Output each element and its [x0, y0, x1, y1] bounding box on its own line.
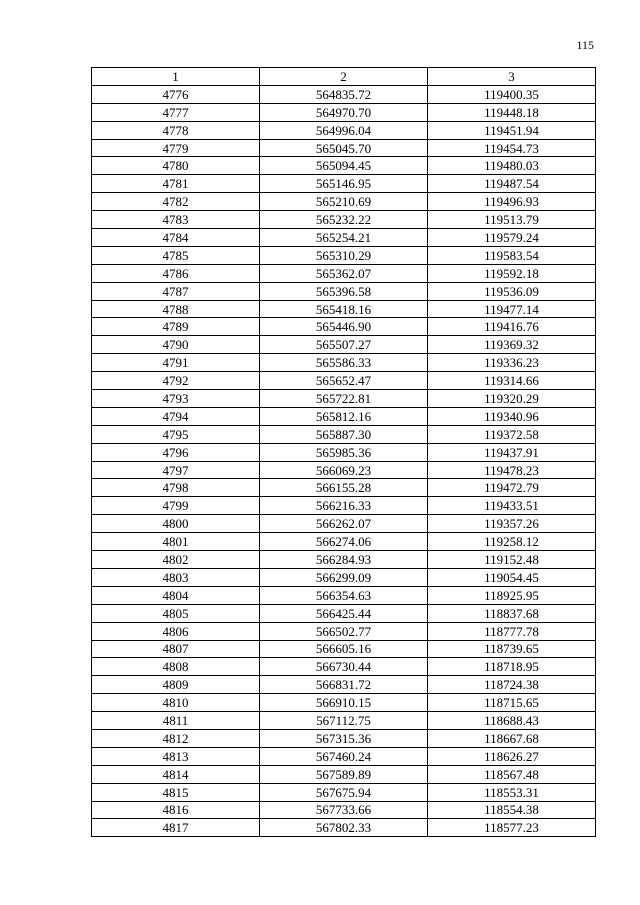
column-header-2: 2 [260, 68, 428, 86]
x-coordinate-cell: 566262.07 [260, 515, 428, 533]
table-row [92, 604, 596, 622]
x-coordinate-cell: 564970.70 [260, 103, 428, 121]
x-coordinate-cell: 565254.21 [260, 229, 428, 247]
point-number-cell: 4783 [92, 211, 260, 229]
table-row [92, 390, 596, 408]
x-coordinate-cell: 565586.33 [260, 354, 428, 372]
y-coordinate-cell: 119314.66 [428, 372, 596, 390]
x-coordinate-cell: 566831.72 [260, 676, 428, 694]
y-coordinate-cell: 119454.73 [428, 139, 596, 157]
y-coordinate-cell: 118724.38 [428, 676, 596, 694]
y-coordinate-cell: 119152.48 [428, 551, 596, 569]
x-coordinate-cell: 565812.16 [260, 407, 428, 425]
y-coordinate-cell: 119448.18 [428, 103, 596, 121]
y-coordinate-cell: 119451.94 [428, 121, 596, 139]
y-coordinate-cell: 119592.18 [428, 264, 596, 282]
table-row [92, 282, 596, 300]
table-row [92, 765, 596, 783]
y-coordinate-cell: 119477.14 [428, 300, 596, 318]
x-coordinate-cell: 565507.27 [260, 336, 428, 354]
x-coordinate-cell: 565418.16 [260, 300, 428, 318]
table-row [92, 407, 596, 425]
table-row [92, 586, 596, 604]
point-number-cell: 4790 [92, 336, 260, 354]
y-coordinate-cell: 118577.23 [428, 819, 596, 837]
x-coordinate-cell: 566216.33 [260, 497, 428, 515]
point-number-cell: 4793 [92, 390, 260, 408]
table-row [92, 354, 596, 372]
point-number-cell: 4795 [92, 425, 260, 443]
table-row [92, 747, 596, 765]
column-header-1: 1 [92, 68, 260, 86]
point-number-cell: 4812 [92, 729, 260, 747]
y-coordinate-cell: 118667.68 [428, 729, 596, 747]
x-coordinate-cell: 567802.33 [260, 819, 428, 837]
x-coordinate-cell: 566299.09 [260, 568, 428, 586]
y-coordinate-cell: 119336.23 [428, 354, 596, 372]
y-coordinate-cell: 119496.93 [428, 193, 596, 211]
table-row [92, 622, 596, 640]
table-row [92, 551, 596, 569]
point-number-cell: 4810 [92, 694, 260, 712]
point-number-cell: 4798 [92, 479, 260, 497]
page-number: 115 [576, 38, 594, 52]
x-coordinate-cell: 564996.04 [260, 121, 428, 139]
x-coordinate-cell: 565652.47 [260, 372, 428, 390]
point-number-cell: 4809 [92, 676, 260, 694]
point-number-cell: 4817 [92, 819, 260, 837]
point-number-cell: 4786 [92, 264, 260, 282]
y-coordinate-cell: 119478.23 [428, 461, 596, 479]
table-row [92, 729, 596, 747]
table-row [92, 85, 596, 103]
y-coordinate-cell: 119487.54 [428, 175, 596, 193]
table-row [92, 246, 596, 264]
y-coordinate-cell: 119369.32 [428, 336, 596, 354]
point-number-cell: 4779 [92, 139, 260, 157]
y-coordinate-cell: 119480.03 [428, 157, 596, 175]
x-coordinate-cell: 564835.72 [260, 85, 428, 103]
y-coordinate-cell: 118567.48 [428, 765, 596, 783]
x-coordinate-cell: 566425.44 [260, 604, 428, 622]
x-coordinate-cell: 567112.75 [260, 712, 428, 730]
x-coordinate-cell: 566910.15 [260, 694, 428, 712]
y-coordinate-cell: 118925.95 [428, 586, 596, 604]
y-coordinate-cell: 118688.43 [428, 712, 596, 730]
y-coordinate-cell: 119372.58 [428, 425, 596, 443]
table-row [92, 139, 596, 157]
table-row [92, 694, 596, 712]
point-number-cell: 4778 [92, 121, 260, 139]
x-coordinate-cell: 566502.77 [260, 622, 428, 640]
table-row [92, 819, 596, 837]
x-coordinate-cell: 567589.89 [260, 765, 428, 783]
table-body [92, 85, 596, 836]
table-row [92, 801, 596, 819]
point-number-cell: 4805 [92, 604, 260, 622]
y-coordinate-cell: 118739.65 [428, 640, 596, 658]
x-coordinate-cell: 565094.45 [260, 157, 428, 175]
y-coordinate-cell: 119258.12 [428, 533, 596, 551]
table-row [92, 461, 596, 479]
y-coordinate-cell: 119320.29 [428, 390, 596, 408]
x-coordinate-cell: 566354.63 [260, 586, 428, 604]
table-row [92, 479, 596, 497]
table-row [92, 336, 596, 354]
table-header-row [92, 68, 596, 86]
table-row [92, 175, 596, 193]
x-coordinate-cell: 567733.66 [260, 801, 428, 819]
point-number-cell: 4777 [92, 103, 260, 121]
table-row [92, 783, 596, 801]
table-row [92, 658, 596, 676]
point-number-cell: 4800 [92, 515, 260, 533]
y-coordinate-cell: 118777.78 [428, 622, 596, 640]
x-coordinate-cell: 566605.16 [260, 640, 428, 658]
y-coordinate-cell: 119579.24 [428, 229, 596, 247]
table-row [92, 211, 596, 229]
x-coordinate-cell: 566284.93 [260, 551, 428, 569]
x-coordinate-cell: 567315.36 [260, 729, 428, 747]
x-coordinate-cell: 565045.70 [260, 139, 428, 157]
point-number-cell: 4797 [92, 461, 260, 479]
x-coordinate-cell: 566155.28 [260, 479, 428, 497]
x-coordinate-cell: 565722.81 [260, 390, 428, 408]
table-row [92, 533, 596, 551]
x-coordinate-cell: 565362.07 [260, 264, 428, 282]
x-coordinate-cell: 565232.22 [260, 211, 428, 229]
table-row [92, 640, 596, 658]
y-coordinate-cell: 119416.76 [428, 318, 596, 336]
point-number-cell: 4785 [92, 246, 260, 264]
point-number-cell: 4780 [92, 157, 260, 175]
point-number-cell: 4802 [92, 551, 260, 569]
point-number-cell: 4788 [92, 300, 260, 318]
x-coordinate-cell: 565396.58 [260, 282, 428, 300]
point-number-cell: 4784 [92, 229, 260, 247]
table-row [92, 300, 596, 318]
point-number-cell: 4794 [92, 407, 260, 425]
x-coordinate-cell: 565887.30 [260, 425, 428, 443]
x-coordinate-cell: 565210.69 [260, 193, 428, 211]
table-row [92, 264, 596, 282]
x-coordinate-cell: 565446.90 [260, 318, 428, 336]
point-number-cell: 4789 [92, 318, 260, 336]
table-row [92, 676, 596, 694]
point-number-cell: 4803 [92, 568, 260, 586]
x-coordinate-cell: 567675.94 [260, 783, 428, 801]
table-row [92, 157, 596, 175]
table-row [92, 712, 596, 730]
point-number-cell: 4807 [92, 640, 260, 658]
y-coordinate-cell: 119357.26 [428, 515, 596, 533]
point-number-cell: 4801 [92, 533, 260, 551]
point-number-cell: 4799 [92, 497, 260, 515]
coordinates-table [91, 67, 596, 837]
x-coordinate-cell: 566069.23 [260, 461, 428, 479]
x-coordinate-cell: 567460.24 [260, 747, 428, 765]
y-coordinate-cell: 119583.54 [428, 246, 596, 264]
point-number-cell: 4815 [92, 783, 260, 801]
point-number-cell: 4813 [92, 747, 260, 765]
y-coordinate-cell: 118553.31 [428, 783, 596, 801]
table-row [92, 425, 596, 443]
table-row [92, 318, 596, 336]
y-coordinate-cell: 118837.68 [428, 604, 596, 622]
y-coordinate-cell: 118626.27 [428, 747, 596, 765]
y-coordinate-cell: 119472.79 [428, 479, 596, 497]
x-coordinate-cell: 566274.06 [260, 533, 428, 551]
point-number-cell: 4791 [92, 354, 260, 372]
x-coordinate-cell: 565985.36 [260, 443, 428, 461]
table-row [92, 229, 596, 247]
point-number-cell: 4811 [92, 712, 260, 730]
y-coordinate-cell: 118554.38 [428, 801, 596, 819]
point-number-cell: 4804 [92, 586, 260, 604]
x-coordinate-cell: 566730.44 [260, 658, 428, 676]
point-number-cell: 4781 [92, 175, 260, 193]
point-number-cell: 4806 [92, 622, 260, 640]
y-coordinate-cell: 119513.79 [428, 211, 596, 229]
table-row [92, 497, 596, 515]
table-row [92, 193, 596, 211]
y-coordinate-cell: 119400.35 [428, 85, 596, 103]
y-coordinate-cell: 119433.51 [428, 497, 596, 515]
table-row [92, 103, 596, 121]
point-number-cell: 4782 [92, 193, 260, 211]
y-coordinate-cell: 118715.65 [428, 694, 596, 712]
table-row [92, 568, 596, 586]
y-coordinate-cell: 119054.45 [428, 568, 596, 586]
point-number-cell: 4808 [92, 658, 260, 676]
y-coordinate-cell: 119437.91 [428, 443, 596, 461]
point-number-cell: 4776 [92, 85, 260, 103]
y-coordinate-cell: 119536.09 [428, 282, 596, 300]
table-row [92, 515, 596, 533]
point-number-cell: 4796 [92, 443, 260, 461]
y-coordinate-cell: 119340.96 [428, 407, 596, 425]
point-number-cell: 4814 [92, 765, 260, 783]
column-header-3: 3 [428, 68, 596, 86]
point-number-cell: 4816 [92, 801, 260, 819]
point-number-cell: 4792 [92, 372, 260, 390]
table-row [92, 443, 596, 461]
table-row [92, 372, 596, 390]
table-row [92, 121, 596, 139]
y-coordinate-cell: 118718.95 [428, 658, 596, 676]
x-coordinate-cell: 565310.29 [260, 246, 428, 264]
point-number-cell: 4787 [92, 282, 260, 300]
x-coordinate-cell: 565146.95 [260, 175, 428, 193]
